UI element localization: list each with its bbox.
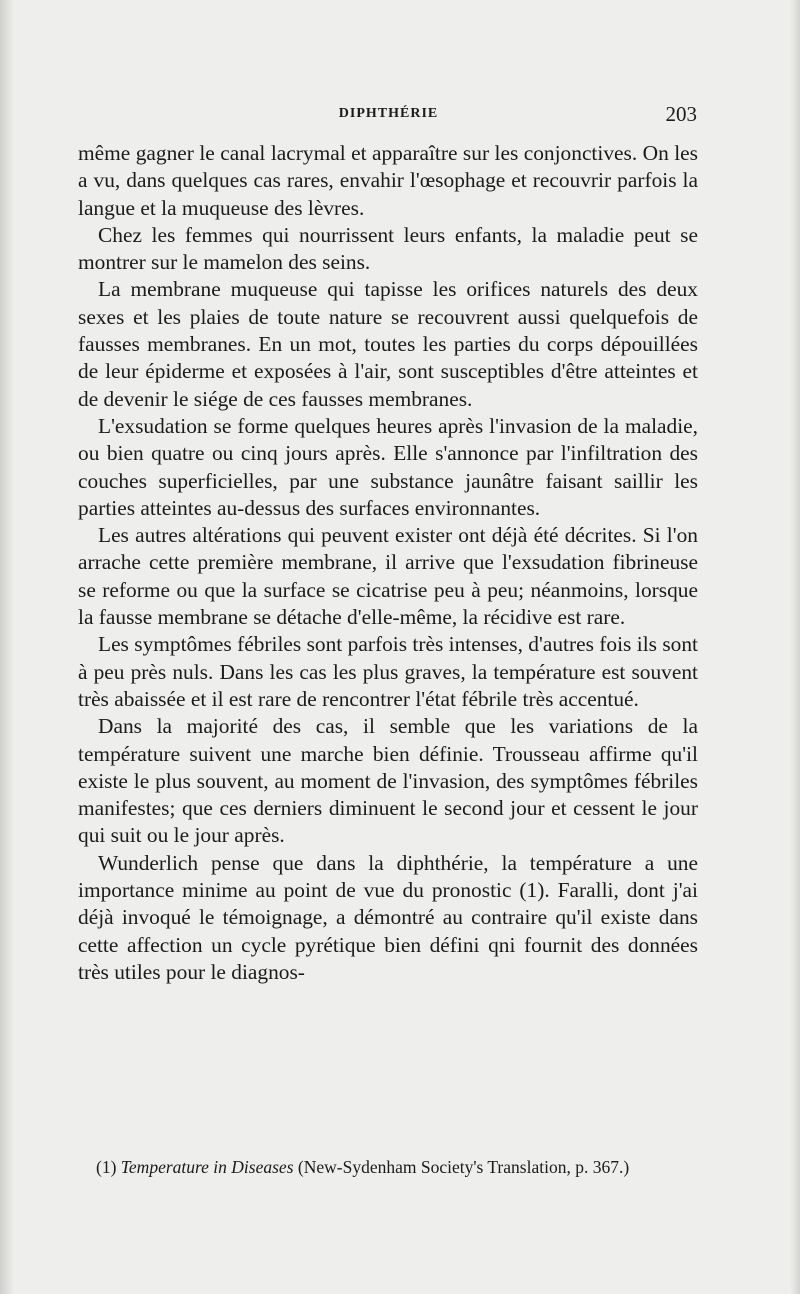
paragraph: même gagner le canal lacrymal et apparaître sur les conjonctives. On les a vu, dans quelques cas rares, envahir l'œsophage et recouvrir parfois la langue et la muqueuse des lèvres. xyxy=(78,141,698,220)
page-right-edge-shadow xyxy=(790,0,800,1294)
paragraph: Chez les femmes qui nourrissent leurs enfants, la maladie peut se montrer sur le mamelon des seins. xyxy=(78,222,698,275)
paragraph: L'exsudation se forme quelques heures après l'invasion de la maladie, ou bien quatre ou cinq jours après. Elle s'annonce par l'infiltration des couches superficielles, par une substance jaunâtre faisant saillir les parties atteintes au-dessus des surfaces environnantes. xyxy=(78,413,698,520)
paragraph: Wunderlich pense que dans la diphthérie, la température a une importance minime au point de vue du pronostic (1). Faralli, dont j'ai déjà invoqué le témoignage, a démontré au contraire qu'il existe dans cette affection un cycle pyrétique bien défini qni fournit des données très utiles pour le diagnos- xyxy=(78,850,698,984)
running-head xyxy=(80,100,697,130)
paragraph: La membrane muqueuse qui tapisse les orifices naturels des deux sexes et les plaies de toute nature se recouvrent aussi quelquefois de fausses membranes. En un mot, toutes les parties du corps dépouillées de leur épiderme et exposées à l'air, sont susceptibles d'être atteintes et de devenir le siége de ces fausses membranes. xyxy=(78,277,698,411)
paragraph: Les autres altérations qui peuvent exister ont déjà été décrites. Si l'on arrache cette première membrane, il arrive que l'exsudation fibrineuse se reforme ou que la surface se cicatrise peu à peu; néanmoins, lorsque la fausse membrane se détache d'elle-même, la récidive est rare. xyxy=(78,523,698,630)
page-left-edge-shadow xyxy=(0,0,14,1294)
footnote-reference: (New-Sydenham Society's Translation, p. 367.) xyxy=(297,1157,630,1177)
paragraph: Les symptômes fébriles sont parfois très intenses, d'autres fois ils sont à peu près nuls. Dans les cas les plus graves, la température est souvent très abaissée et il est rare de rencontrer l'état fébrile très accentué. xyxy=(78,632,698,711)
footnote-cited-title: Temperature in Diseases xyxy=(120,1157,294,1177)
body-text xyxy=(78,140,698,986)
running-title: DIPHTHÉRIE xyxy=(338,106,439,121)
footnote xyxy=(78,1154,698,1180)
paragraph: Dans la majorité des cas, il semble que les variations de la température suivent une marche bien définie. Trousseau affirme qu'il existe le plus souvent, au moment de l'invasion, des symptômes fébriles manifestes; que ces derniers diminuent le second jour et cessent le jour qui suit ou le jour après. xyxy=(78,714,698,848)
footnote-text xyxy=(78,1154,698,1180)
page-number: 203 xyxy=(665,102,697,126)
footnote-marker: (1) xyxy=(96,1157,117,1177)
